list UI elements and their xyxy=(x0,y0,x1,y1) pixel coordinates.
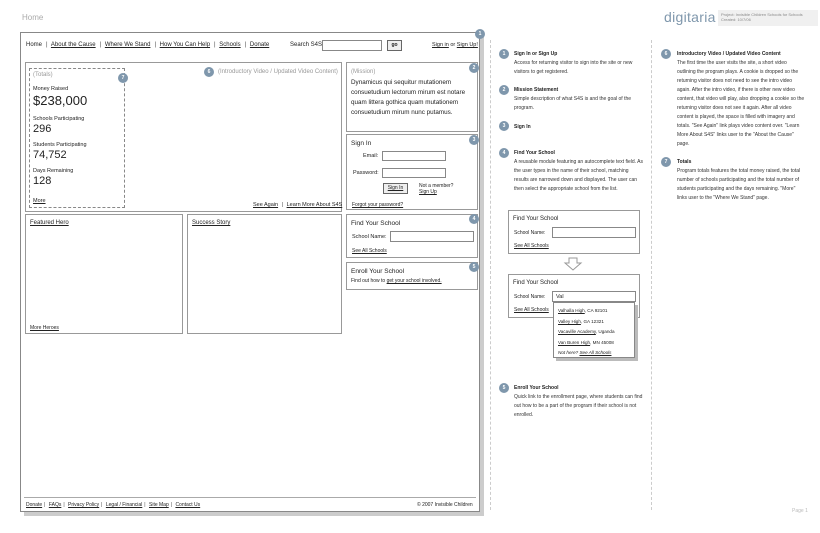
badge-7: 7 xyxy=(118,73,128,83)
search-label: Search S4S xyxy=(290,42,323,48)
enroll-text xyxy=(351,278,442,284)
success-story-panel xyxy=(187,214,342,334)
find-school-title: Find Your School xyxy=(351,220,401,227)
page-label: Page 1 xyxy=(792,508,808,514)
autocomplete-item[interactable] xyxy=(558,327,630,338)
signin-link[interactable]: Sign in xyxy=(432,42,449,48)
home-label: Home xyxy=(22,13,44,22)
school-name-input[interactable] xyxy=(390,231,474,242)
annotation-divider-1 xyxy=(490,40,491,510)
money-label: Money Raised xyxy=(33,86,69,92)
footer-faqs[interactable]: FAQs xyxy=(48,502,62,508)
autocomplete-item[interactable] xyxy=(558,338,630,349)
note-4-title: Find Your School xyxy=(514,150,555,156)
days-value: 128 xyxy=(33,175,52,187)
footer-legal[interactable]: Legal / Financial xyxy=(105,502,143,508)
video-links: See Again | Learn More About S4S xyxy=(253,202,343,208)
result-loc: , Uganda xyxy=(595,329,615,334)
password-label: Password: xyxy=(353,170,379,176)
badge-2: 2 xyxy=(469,63,479,73)
note-badge-1: 1 xyxy=(499,49,509,59)
enroll-panel xyxy=(346,262,478,290)
not-here-row xyxy=(558,348,630,359)
email-label: Email: xyxy=(363,153,379,159)
brand-logo: digitaria xyxy=(664,9,716,25)
not-member-text: Not a member? xyxy=(419,183,454,189)
featured-hero-title[interactable]: Featured Hero xyxy=(30,220,69,226)
note-3-title: Sign In xyxy=(514,124,531,130)
annotation-divider-2 xyxy=(651,40,652,510)
badge-1: 1 xyxy=(475,29,485,39)
note-2-body: Simple description of what S4S is and the goal of the program. xyxy=(514,96,632,111)
go-button[interactable]: go xyxy=(387,40,402,51)
enroll-link[interactable]: get your school involved. xyxy=(386,278,442,284)
nav-about-cause[interactable]: About the Cause xyxy=(50,42,96,48)
footer-divider xyxy=(24,497,476,498)
forgot-password-link[interactable]: Forgot your password? xyxy=(352,202,404,208)
footer-copyright: © 2007 Invisible Children xyxy=(417,502,473,508)
or-text: or xyxy=(450,42,456,48)
autocomplete-item[interactable] xyxy=(558,306,630,317)
schools-label: Schools Participating xyxy=(33,116,85,122)
project-line2: Created: 10/7/06 xyxy=(721,17,751,22)
result-name: Valley High xyxy=(558,318,581,324)
success-story-title[interactable]: Success Story xyxy=(192,220,231,226)
schools-value: 296 xyxy=(33,123,52,135)
note-badge-2: 2 xyxy=(499,85,509,95)
result-loc: , MN 45008 xyxy=(590,339,614,345)
signin-button[interactable]: Sign In xyxy=(383,183,408,194)
badge-3: 3 xyxy=(469,135,479,145)
note-1-body: Access for returning visitor to sign into the site or new visitors to get registered. xyxy=(514,60,633,75)
result-loc: , GA 12321 xyxy=(580,318,604,324)
enroll-text-prefix: Find out how to xyxy=(351,278,386,284)
result-loc: , CA 92101 xyxy=(584,308,608,313)
result-name: Valhalla High xyxy=(558,308,585,313)
see-all-schools-link[interactable]: See All Schools xyxy=(352,248,387,254)
autocomplete-item[interactable] xyxy=(558,317,630,328)
days-label: Days Remaining xyxy=(33,168,74,174)
example-typed-value: Val xyxy=(556,294,564,300)
search-input[interactable] xyxy=(322,40,382,51)
down-arrow-icon xyxy=(563,257,583,271)
students-label: Students Participating xyxy=(33,142,87,148)
mission-text: Dynamicus qui sequitur mutationem consuetudium lectorum mirum est notare quam littera gothica quam mutationem consuetudium mirum nunc putamus. xyxy=(351,79,466,116)
note-4-body: A reusable module featuring an autocomplete text field. As the user types in the name of their school, matching results are narrowed down and displayed. The user can then select the appropriate school from the list. xyxy=(514,159,643,192)
note-2-title: Mission Statement xyxy=(514,87,559,93)
example-see-all-2[interactable]: See All Schools xyxy=(514,307,549,313)
example-typed-input[interactable] xyxy=(552,291,636,302)
example-name-label-2: School Name: xyxy=(514,294,546,300)
footer-privacy[interactable]: Privacy Policy xyxy=(68,502,100,508)
result-name: Vacaville Academy xyxy=(558,329,596,334)
mission-label: (Mission) xyxy=(351,69,376,75)
email-field[interactable] xyxy=(382,151,446,161)
note-7-title: Totals xyxy=(677,159,692,165)
badge-5: 5 xyxy=(469,262,479,272)
footer-links: Donate | FAQs | Privacy Policy | Legal / Financial | Site Map | Contact Us xyxy=(26,502,201,508)
nav-where-we-stand[interactable]: Where We Stand xyxy=(104,42,151,48)
nav-schools[interactable]: Schools xyxy=(219,42,241,48)
learn-more-link[interactable]: Learn More About S4S xyxy=(286,202,343,208)
more-heroes-link[interactable]: More Heroes xyxy=(30,325,59,331)
example-find-title: Find Your School xyxy=(513,216,559,222)
result-name: Van Buren High xyxy=(558,339,591,345)
signin-title: Sign In xyxy=(351,140,372,147)
footer-sitemap[interactable]: Site Map xyxy=(149,502,169,508)
badge-6: 6 xyxy=(204,67,214,77)
note-badge-3: 3 xyxy=(499,121,509,131)
not-here-link[interactable]: See All Schools xyxy=(579,350,612,355)
see-again-link[interactable]: See Again xyxy=(253,202,279,208)
note-badge-4: 4 xyxy=(499,148,509,158)
not-here-text: Not here? xyxy=(558,350,579,355)
autocomplete-dropdown xyxy=(553,302,635,358)
note-badge-5: 5 xyxy=(499,383,509,393)
note-6-body: The first time the user visits the site, a short video outlining the program plays. A cookie is dropped so the returning visitor does not need to see the intro video again. After the intro video, if there is other new video content, that video will play, also dropping a cookie so the returning visitor does not see it again. After all video content is played, the space is filled with imagery and totals. "See Again" link plays video content over. "Learn More About S4S" links user to the "About the Cause" page. xyxy=(677,60,805,147)
featured-hero-panel xyxy=(25,214,183,334)
footer-contact[interactable]: Contact Us xyxy=(175,502,201,508)
totals-label: (Totals) xyxy=(33,72,53,78)
signin-signup-link[interactable]: Sign Up xyxy=(419,189,437,195)
totals-more-link[interactable]: More xyxy=(33,198,46,204)
enroll-title: Enroll Your School xyxy=(351,268,405,275)
note-badge-6: 6 xyxy=(661,49,671,59)
video-label: (Introductory Video / Updated Video Content) xyxy=(218,69,338,75)
badge-4: 4 xyxy=(469,214,479,224)
money-value: $238,000 xyxy=(33,93,88,108)
example-name-label: School Name: xyxy=(514,230,546,236)
example-name-input[interactable] xyxy=(552,227,636,238)
signup-link[interactable]: Sign Up! xyxy=(456,42,478,48)
example-see-all[interactable]: See All Schools xyxy=(514,243,549,249)
password-field[interactable] xyxy=(382,168,446,178)
note-7-body: Program totals features the total money raised, the total number of schools participating and the total number of students participating and the days remaining. "More" links user to the "Where We Stand" page. xyxy=(677,168,801,201)
students-value: 74,752 xyxy=(33,149,67,161)
note-6-title: Introductory Video / Updated Video Content xyxy=(677,51,781,57)
note-5-title: Enroll Your School xyxy=(514,385,559,391)
nav-how-you-can-help[interactable]: How You Can Help xyxy=(159,42,211,48)
nav-home[interactable]: Home xyxy=(26,42,43,48)
signin-signup-links xyxy=(432,42,478,48)
nav-donate[interactable]: Donate xyxy=(249,42,270,48)
note-1-title: Sign In or Sign Up xyxy=(514,51,558,57)
main-nav: Home | About the Cause | Where We Stand | How You Can Help | Schools | Donate xyxy=(26,42,270,48)
project-line1: Project: Invisible Children Schools for Schools xyxy=(721,12,803,17)
example-find-title-2: Find Your School xyxy=(513,280,559,286)
project-info xyxy=(718,10,818,26)
note-badge-7: 7 xyxy=(661,157,671,167)
footer-donate[interactable]: Donate xyxy=(26,502,43,508)
note-5-body: Quick link to the enrollment page, where students can find out how to be a part of the program if their school is not enrolled. xyxy=(514,394,643,418)
school-name-label: School Name: xyxy=(352,234,387,240)
